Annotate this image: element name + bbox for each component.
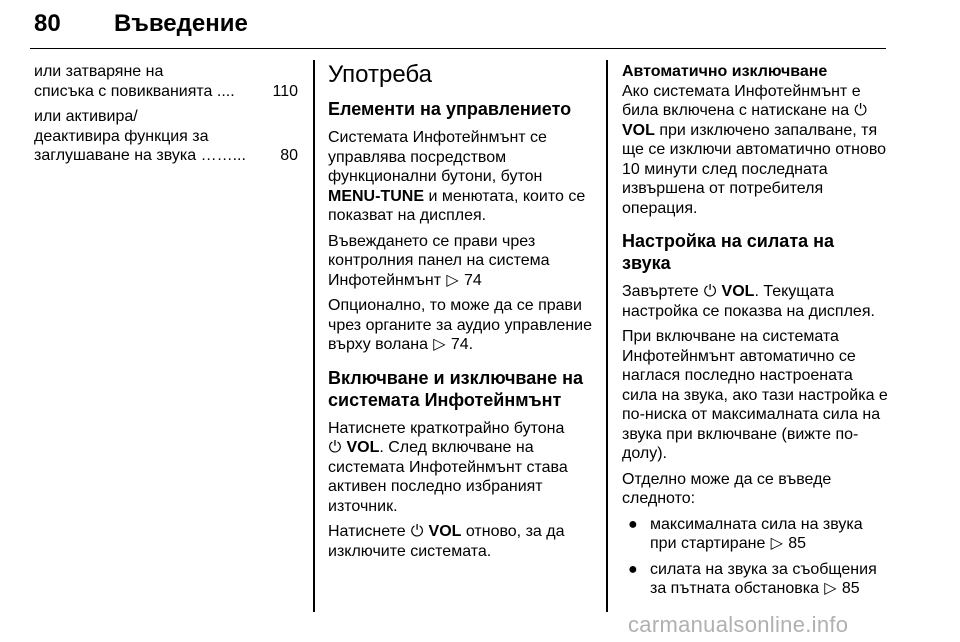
paragraph: Завъртете ⏻ VOL. Текущата настройка се показва на дисплея.	[622, 283, 875, 320]
paragraph: Натиснете краткотрайно бутона ⏻ VOL. След включване на системата Инфотейнмънт става активен последно избраният източник.	[328, 419, 568, 515]
column-3	[622, 62, 886, 605]
reference-arrow-icon: ▷	[770, 535, 783, 552]
subsection-title: Автоматично изключване	[622, 63, 828, 80]
toc-entry: или затваряне на списъка с повикванията .... 110	[34, 63, 298, 100]
page-ref: 80	[280, 147, 298, 164]
paragraph: Опционално, то може да се прави чрез органите за аудио управление върху волана ▷ 74.	[328, 297, 592, 353]
reference-arrow-icon: ▷	[446, 271, 459, 289]
column-1	[34, 62, 298, 172]
subsection-title: Елементи на управлението	[328, 99, 572, 119]
paragraph: Ако системата Инфотейнмънт е била включена с натискане на ⏻ VOL при изключено запалване, тя ще се изключи автоматично отново 10 минути след последната извършена от потребителя операция.	[622, 82, 887, 217]
page-title: Въведение	[114, 10, 248, 37]
subsection-title: Включване и изключване на системата Инфотейнмънт	[328, 367, 584, 410]
list-item: ● максималната сила на звука при стартиране ▷ 85	[628, 515, 863, 552]
bullet-icon: ●	[628, 560, 638, 578]
power-icon: ⏻	[410, 523, 424, 540]
power-icon: ⏻	[703, 283, 717, 300]
bullet-icon: ●	[628, 515, 638, 533]
subsection-title: Настройка на силата на звука	[622, 231, 835, 273]
paragraph: Натиснете ⏻ VOL отново, за да изключите системата.	[328, 523, 565, 560]
column-2	[328, 61, 592, 567]
page-ref[interactable]: 74	[463, 271, 482, 289]
section-title: Употреба	[328, 61, 432, 88]
paragraph: Системата Инфотейнмънт се управлява посредством функционални бутони, бутон MENU-TUNE и менютата, които се показват на дисплея.	[328, 129, 586, 224]
page-header	[30, 4, 886, 49]
paragraph: Въвеждането се прави чрез контролния панел на система Инфотейнмънт ▷ 74	[328, 232, 550, 289]
list-item: ● силата на звука за съобщения за пътната обстановка ▷ 85	[628, 560, 877, 597]
column-divider	[313, 60, 315, 612]
page-ref: 110	[272, 82, 298, 100]
page-ref[interactable]: 85	[841, 580, 860, 597]
page-ref[interactable]: 85	[788, 535, 807, 552]
column-divider	[606, 60, 608, 612]
paragraph: При включване на системата Инфотейнмънт автоматично се наглася последно настроената сила на звука, ако тази настройка е по-ниска от максималната сила на звука при включване (вижте по- долу).	[622, 328, 888, 462]
paragraph: Отделно може да се въведе следното:	[622, 470, 832, 507]
page-number: 80	[34, 10, 61, 37]
bullet-list	[622, 515, 886, 599]
watermark: carmanualsonline.info	[628, 612, 849, 637]
power-icon: ⏻	[328, 439, 342, 456]
reference-arrow-icon: ▷	[433, 336, 446, 353]
power-icon: ⏻	[854, 102, 867, 119]
reference-arrow-icon: ▷	[824, 580, 837, 597]
toc-entry: или активира/ деактивира функция за заглушаване на звука ……... 80	[34, 108, 298, 164]
page-ref[interactable]: 74.	[450, 336, 474, 353]
